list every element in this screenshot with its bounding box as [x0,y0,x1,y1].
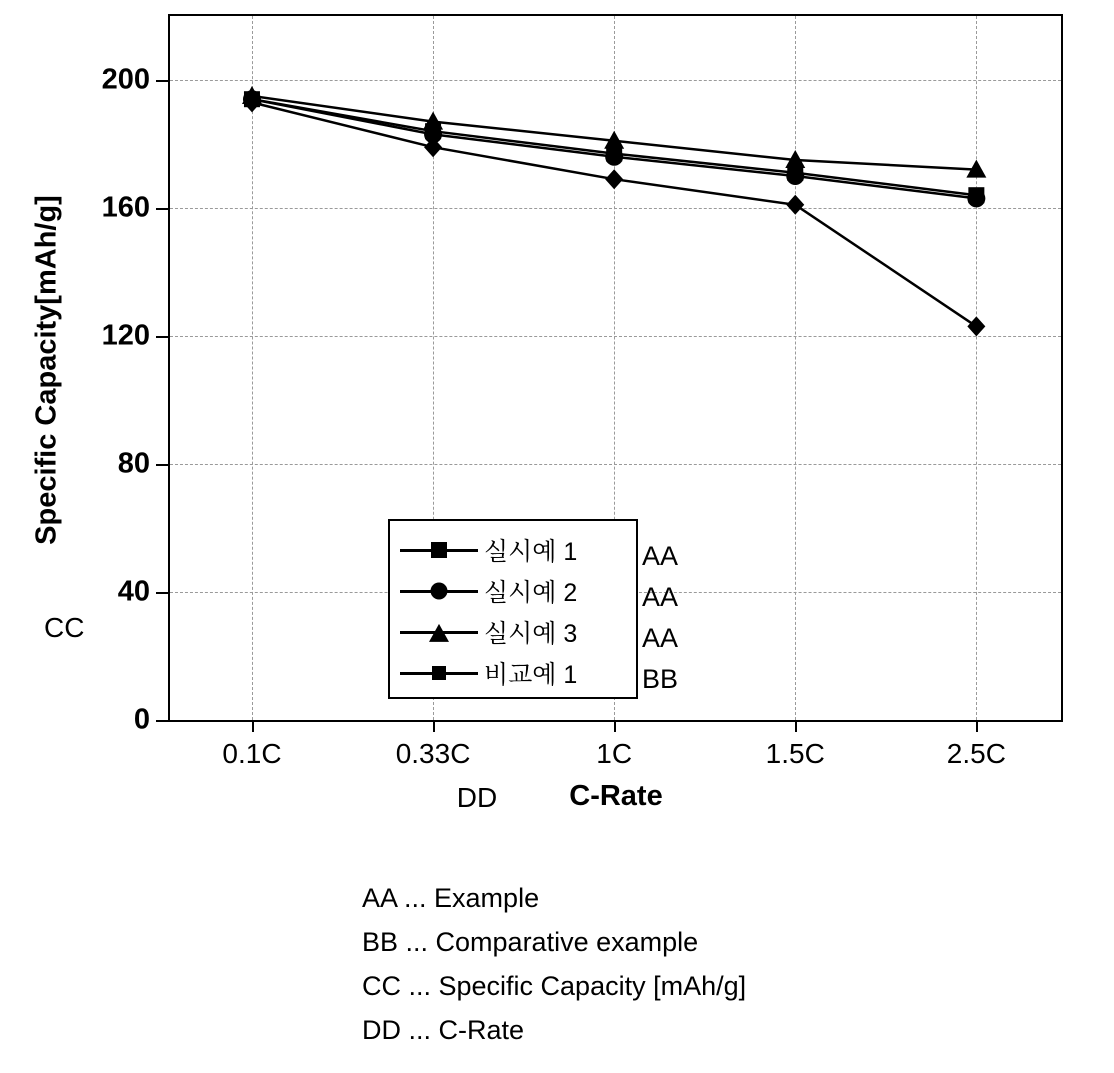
x-axis-tick-label: 0.33C [395,738,471,769]
footnote-item: AA ... Example [362,883,540,913]
legend-marker-icon [400,622,478,642]
y-axis-tick-label: 200 [101,63,150,96]
legend-item [400,529,626,570]
legend-marker-icon [400,581,478,601]
y-axis-title: Specific Capacity[mAh/g] [30,195,63,545]
data-point-marker [967,189,985,207]
y-axis-tick-label: 40 [117,575,150,608]
x-axis-tick-label: 0.1C [222,738,282,769]
y-axis-tick [156,208,170,210]
legend-tag: AA [642,623,679,653]
legend-item-label: 실시예 3 [484,619,578,648]
x-axis-tick [252,720,254,732]
legend-item [400,570,626,611]
y-axis-tick [156,720,170,722]
legend-tag: BB [642,664,679,694]
x-axis-tick [795,720,797,732]
x-axis-tick-label: 1.5C [765,738,825,769]
legend-item-label: 비교예 1 [484,660,578,689]
legend-item [400,652,626,693]
y-axis-tick-label: 0 [133,703,150,736]
legend-item [400,611,626,652]
data-point-marker [605,148,623,166]
y-axis-tick-label: 160 [101,191,150,224]
data-point-marker [605,169,623,189]
x-axis-tick [433,720,435,732]
legend-tag: AA [642,582,679,612]
x-axis-tick-label: 1C [596,738,633,769]
legend-tag-list [642,536,678,700]
legend-marker-icon [400,663,478,683]
plot-frame [101,14,1063,769]
data-point-marker [786,195,804,215]
footnote-list [362,876,746,1052]
x-axis-title: C-Rate [569,780,663,812]
y-axis-tick [156,80,170,82]
legend-item-label: 실시예 2 [484,578,578,607]
y-axis-prefix-label: CC [44,612,85,643]
y-axis-tick-label: 80 [117,447,150,480]
footnote-item: BB ... Comparative example [362,927,699,957]
legend-tag: AA [642,541,679,571]
chart-legend [388,519,638,699]
legend-item-label: 실시예 1 [484,537,578,566]
x-axis-prefix-label: DD [456,782,498,813]
y-axis-tick-label: 120 [101,319,150,352]
y-axis-tick [156,464,170,466]
x-axis-tick [614,720,616,732]
data-point-marker [786,167,804,185]
x-axis-tick [976,720,978,732]
footnote-item: DD ... C-Rate [362,1015,525,1045]
footnote-item: CC ... Specific Capacity [mAh/g] [362,971,747,1001]
y-axis-tick [156,592,170,594]
data-point-marker [967,316,985,336]
y-axis-tick [156,336,170,338]
legend-marker-icon [400,540,478,560]
x-axis-tick-label: 2.5C [946,738,1006,769]
